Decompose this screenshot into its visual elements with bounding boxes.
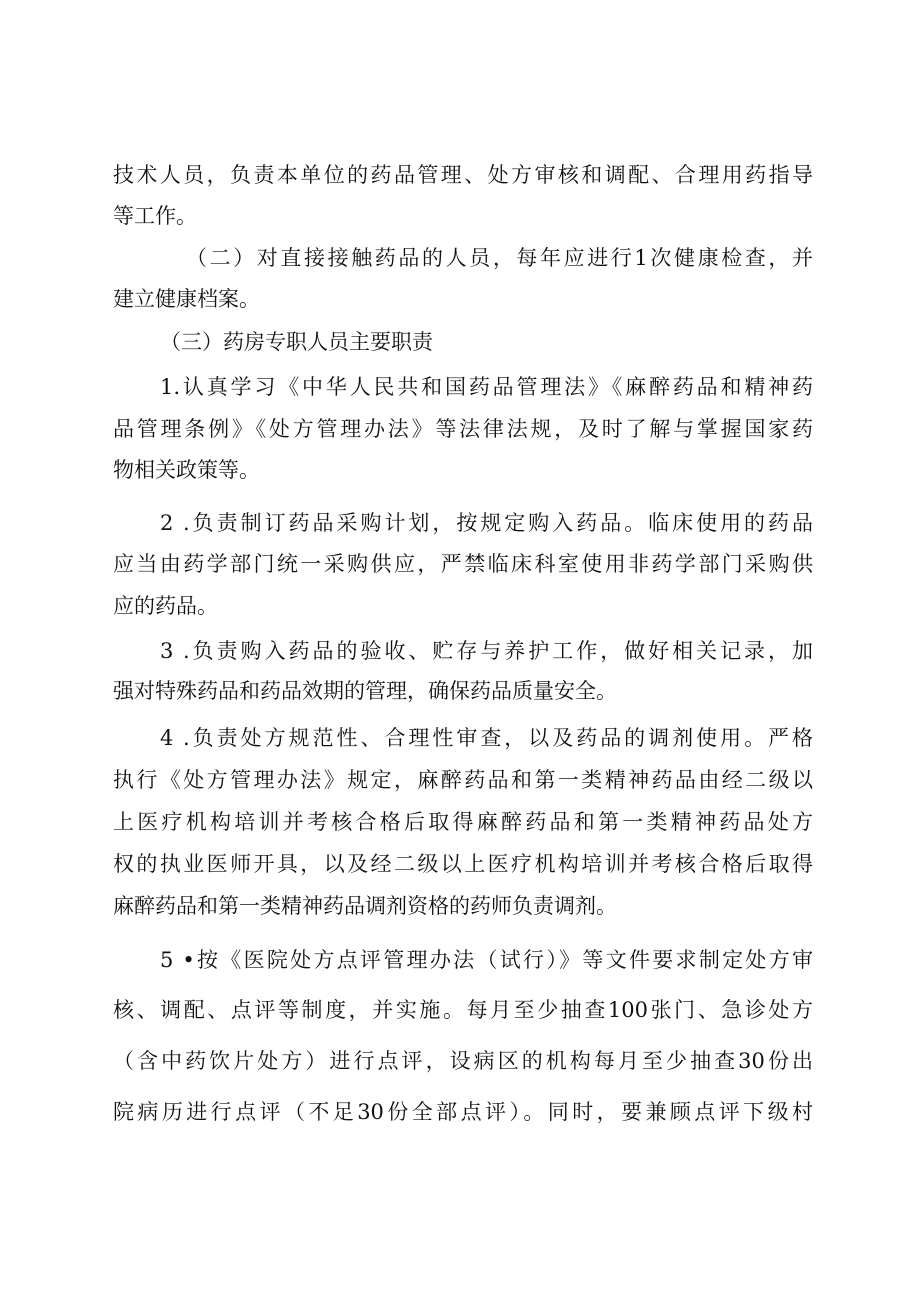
text-line: （含中药饮片处方）进行点评，设病区的机构每月至少抽查30份出 — [113, 1049, 813, 1073]
text-line: 强对特殊药品和药品效期的管理，确保药品质量安全。 — [113, 679, 617, 703]
text-line: 5 •按《医院处方点评管理办法（试行）》等文件要求制定处方审 — [160, 948, 813, 972]
text-line: 物相关政策等。 — [113, 458, 260, 482]
text-line: 1.认真学习《中华人民共和国药品管理法》《麻醉药品和精神药 — [160, 375, 813, 399]
text-line: 执行《处方管理办法》规定，麻醉药品和第一类精神药品由经二级以 — [113, 768, 813, 792]
text-line: 2 .负责制订药品采购计划，按规定购入药品。临床使用的药品 — [160, 511, 813, 535]
text-line: 技术人员，负责本单位的药品管理、处方审核和调配、合理用药指导 — [113, 163, 813, 187]
text-line: 3 .负责购入药品的验收、贮存与养护工作，做好相关记录，加 — [160, 639, 813, 663]
text-line: 应的药品。 — [113, 594, 218, 618]
text-line: 核、调配、点评等制度，并实施。每月至少抽查100张门、急诊处方 — [113, 998, 813, 1022]
text-line: 麻醉药品和第一类精神药品调剂资格的药师负责调剂。 — [113, 894, 617, 918]
text-line: （三）药房专职人员主要职责 — [160, 330, 433, 354]
text-line: 上医疗机构培训并考核合格后取得麻醉药品和第一类精神药品处方 — [113, 810, 813, 834]
text-line: 权的执业医师开具，以及经二级以上医疗机构培训并考核合格后取得 — [113, 852, 813, 876]
text-line: （二）对直接接触药品的人员，每年应进行1次健康检查，并 — [186, 246, 813, 270]
text-line: 4 .负责处方规范性、合理性审查，以及药品的调剂使用。严格 — [160, 726, 813, 750]
text-line: 应当由药学部门统一采购供应，严禁临床科室使用非药学部门采购供 — [113, 552, 813, 576]
text-line: 等工作。 — [113, 204, 197, 228]
text-line: 建立健康档案。 — [113, 287, 260, 311]
text-line: 院病历进行点评（不足30份全部点评）。同时，要兼顾点评下级村 — [113, 1100, 813, 1124]
text-line: 品管理条例》《处方管理办法》等法律法规，及时了解与掌握国家药 — [113, 417, 813, 441]
